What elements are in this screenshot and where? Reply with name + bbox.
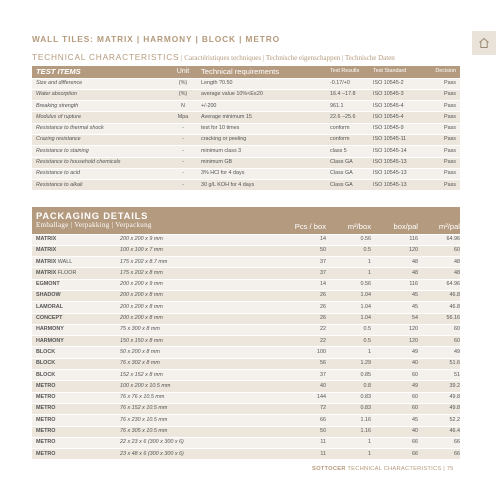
product-name: METRO xyxy=(36,416,56,423)
m2-per-pallet: 66 xyxy=(418,449,460,460)
pcs-per-box: 72 xyxy=(270,403,326,414)
product-name: CONCEPT xyxy=(36,315,63,322)
product-size: 23 x 48 x 6 (300 x 300 x 6) xyxy=(120,449,270,460)
subtitle-separator: | xyxy=(179,54,185,62)
m2-per-box: 1.16 xyxy=(326,426,371,437)
packaging-title: PACKAGING DETAILS xyxy=(36,210,149,222)
product-name: HARMONY xyxy=(36,337,64,344)
m2-per-pallet: 48 xyxy=(418,268,460,279)
header-pcs-box: Pcs / box xyxy=(270,207,326,234)
m2-per-pallet: 51 xyxy=(418,370,460,381)
pcs-per-box: 66 xyxy=(270,415,326,426)
product-size: 175 x 202 x 8 mm xyxy=(120,268,270,279)
pcs-per-box: 37 xyxy=(270,257,326,268)
tech-table-row xyxy=(32,101,460,112)
tech-cell-result: class 5 xyxy=(330,146,373,157)
m2-per-box: 0.5 xyxy=(326,324,371,335)
tech-cell-test-item: Size and difference xyxy=(32,78,165,89)
header-box-pal: box/pal xyxy=(371,207,418,234)
m2-per-box: 0.85 xyxy=(326,370,371,381)
m2-per-box: 0.5 xyxy=(326,245,371,256)
pcs-per-box: 14 xyxy=(270,279,326,290)
m2-per-box: 1 xyxy=(326,257,371,268)
tech-cell-test-item: Resistance to household chemicals xyxy=(32,157,165,168)
product-name: MATRIX xyxy=(36,258,57,265)
tech-cell-requirement: 3% HCl for 4 days xyxy=(201,168,330,179)
box-per-pallet: 45 xyxy=(371,302,418,313)
footer-text: TECHNICAL CHARACTERISTICS | 75 xyxy=(345,466,454,472)
product-name: MATRIX xyxy=(36,247,57,254)
product-name-cell xyxy=(32,426,120,437)
tech-cell-unit: - xyxy=(165,123,201,134)
tech-cell-result: conform xyxy=(330,134,373,145)
product-name: METRO xyxy=(36,382,56,389)
tech-cell-decision: Pass xyxy=(430,78,460,89)
tech-cell-requirement: cracking or peeling xyxy=(201,134,330,145)
m2-per-pallet: 46.8 xyxy=(418,302,460,313)
product-size: 22 x 23 x 6 (300 x 300 x 6) xyxy=(120,437,270,448)
pcs-per-box: 144 xyxy=(270,392,326,403)
product-size: 76 x 305 x 10.5 mm xyxy=(120,426,270,437)
box-per-pallet: 60 xyxy=(371,370,418,381)
pack-table-row xyxy=(32,245,460,256)
m2-per-pallet: 66 xyxy=(418,437,460,448)
product-name-cell xyxy=(32,268,120,279)
header-technical-requirements: Technical requirements xyxy=(201,66,330,78)
product-name: SHADOW xyxy=(36,292,61,299)
pack-table-row xyxy=(32,234,460,245)
pack-table-row xyxy=(32,347,460,358)
tech-cell-unit: - xyxy=(165,180,201,191)
box-per-pallet: 45 xyxy=(371,415,418,426)
pcs-per-box: 40 xyxy=(270,381,326,392)
m2-per-pallet: 46.8 xyxy=(418,290,460,301)
box-per-pallet: 48 xyxy=(371,257,418,268)
tech-table-row xyxy=(32,157,460,168)
product-name-suffix: FLOOR xyxy=(56,269,77,276)
product-name-cell xyxy=(32,324,120,335)
tech-cell-result: conform xyxy=(330,123,373,134)
pcs-per-box: 26 xyxy=(270,290,326,301)
pack-table-row xyxy=(32,415,460,426)
box-per-pallet: 49 xyxy=(371,381,418,392)
tech-cell-standard: ISO 10545-13 xyxy=(373,168,430,179)
tech-cell-standard: ISO 10545-4 xyxy=(373,101,430,112)
page-subtitle xyxy=(32,47,395,65)
pack-table-row xyxy=(32,257,460,268)
header-test-standard: Test Standard xyxy=(373,66,430,78)
product-name-cell xyxy=(32,347,120,358)
packaging-details-table xyxy=(32,207,460,460)
m2-per-pallet: 60 xyxy=(418,245,460,256)
m2-per-pallet: 49.8 xyxy=(418,392,460,403)
box-per-pallet: 40 xyxy=(371,426,418,437)
pcs-per-box: 14 xyxy=(270,234,326,245)
tech-cell-decision: Pass xyxy=(430,180,460,191)
pcs-per-box: 11 xyxy=(270,437,326,448)
page-title: WALL TILES: MATRIX | HARMONY | BLOCK | METRO xyxy=(32,34,280,44)
home-button[interactable] xyxy=(472,31,496,55)
tech-table-row xyxy=(32,134,460,145)
pcs-per-box: 26 xyxy=(270,302,326,313)
tech-header-row xyxy=(32,66,460,78)
pack-table-row xyxy=(32,290,460,301)
box-per-pallet: 60 xyxy=(371,392,418,403)
product-name: METRO xyxy=(36,450,56,457)
tech-cell-result: Class GA xyxy=(330,157,373,168)
pack-table-row xyxy=(32,336,460,347)
tech-cell-requirement: minimum class 3 xyxy=(201,146,330,157)
m2-per-pallet: 60 xyxy=(418,336,460,347)
m2-per-pallet: 60 xyxy=(418,324,460,335)
m2-per-pallet: 48 xyxy=(418,257,460,268)
tech-cell-decision: Pass xyxy=(430,101,460,112)
pack-table-row xyxy=(32,268,460,279)
tech-cell-test-item: Water absorption xyxy=(32,89,165,100)
header-m2-pal: m²/pal xyxy=(418,207,460,234)
m2-per-pallet: 56.16 xyxy=(418,313,460,324)
m2-per-box: 1 xyxy=(326,347,371,358)
product-name-cell xyxy=(32,302,120,313)
m2-per-pallet: 64.96 xyxy=(418,279,460,290)
m2-per-box: 0.8 xyxy=(326,381,371,392)
tech-cell-test-item: Resistance to acid xyxy=(32,168,165,179)
product-size: 200 x 200 x 8 mm xyxy=(120,302,270,313)
pack-table-row xyxy=(32,381,460,392)
pack-table-row xyxy=(32,449,460,460)
product-size: 200 x 200 x 9 mm xyxy=(120,279,270,290)
product-name: BLOCK xyxy=(36,348,56,355)
product-name-cell xyxy=(32,279,120,290)
box-per-pallet: 120 xyxy=(371,336,418,347)
product-size: 152 x 152 x 8 mm xyxy=(120,370,270,381)
m2-per-box: 0.5 xyxy=(326,336,371,347)
box-per-pallet: 49 xyxy=(371,347,418,358)
product-name-cell xyxy=(32,290,120,301)
product-name: METRO xyxy=(36,394,56,401)
tech-cell-result: 16.4 –17.8 xyxy=(330,89,373,100)
pack-table-row xyxy=(32,279,460,290)
pcs-per-box: 37 xyxy=(270,370,326,381)
pcs-per-box: 50 xyxy=(270,426,326,437)
box-per-pallet: 116 xyxy=(371,234,418,245)
subtitle-main: TECHNICAL CHARACTERISTICS xyxy=(32,52,180,62)
pcs-per-box: 56 xyxy=(270,358,326,369)
header-decision: Decision xyxy=(430,66,460,78)
tech-cell-standard: ISO 10545-4 xyxy=(373,112,430,123)
tech-cell-unit: (%) xyxy=(165,78,201,89)
product-name: METRO xyxy=(36,439,56,446)
product-size: 200 x 200 x 8 mm xyxy=(120,313,270,324)
product-size: 76 x 302 x 8 mm xyxy=(120,358,270,369)
pcs-per-box: 22 xyxy=(270,324,326,335)
tech-cell-standard: ISO 10545-13 xyxy=(373,180,430,191)
header-test-results: Test Results xyxy=(330,66,373,78)
product-name-cell xyxy=(32,392,120,403)
pack-table-row xyxy=(32,324,460,335)
m2-per-box: 1.04 xyxy=(326,302,371,313)
tech-cell-result: -0.17/+0 xyxy=(330,78,373,89)
product-size: 76 x 76 x 10.5 mm xyxy=(120,392,270,403)
subtitle-languages: Caractéristiques techniques | Technische eigenschappen | Technische Daten xyxy=(184,54,395,62)
tech-table-row xyxy=(32,78,460,89)
pack-title-cell xyxy=(32,207,270,234)
product-name-cell xyxy=(32,403,120,414)
product-name-cell xyxy=(32,358,120,369)
product-size: 76 x 230 x 10.5 mm xyxy=(120,415,270,426)
tech-cell-requirement: Average minimum 15 xyxy=(201,112,330,123)
tech-cell-decision: Pass xyxy=(430,146,460,157)
m2-per-box: 1 xyxy=(326,449,371,460)
product-size: 75 x 300 x 8 mm xyxy=(120,324,270,335)
product-name: METRO xyxy=(36,405,56,412)
pcs-per-box: 100 xyxy=(270,347,326,358)
pack-table-row xyxy=(32,358,460,369)
m2-per-box: 0.83 xyxy=(326,392,371,403)
pcs-per-box: 50 xyxy=(270,245,326,256)
tech-cell-standard: ISO 10545-2 xyxy=(373,78,430,89)
m2-per-box: 1 xyxy=(326,268,371,279)
m2-per-pallet: 51.6 xyxy=(418,358,460,369)
header-unit: Unit xyxy=(165,66,201,78)
box-per-pallet: 48 xyxy=(371,268,418,279)
tech-table-row xyxy=(32,89,460,100)
tech-table-row xyxy=(32,146,460,157)
m2-per-pallet: 49 xyxy=(418,347,460,358)
product-name-cell xyxy=(32,257,120,268)
product-size: 175 x 202 x 8.7 mm xyxy=(120,257,270,268)
box-per-pallet: 45 xyxy=(371,290,418,301)
m2-per-box: 0.83 xyxy=(326,403,371,414)
pcs-per-box: 22 xyxy=(270,336,326,347)
tech-cell-result: 961.1 xyxy=(330,101,373,112)
technical-characteristics-table xyxy=(32,66,460,191)
m2-per-pallet: 52.2 xyxy=(418,415,460,426)
product-name: BLOCK xyxy=(36,360,56,367)
tech-cell-standard: ISO 10545-11 xyxy=(373,134,430,145)
tech-cell-requirement: +/-200 xyxy=(201,101,330,112)
tech-cell-unit: - xyxy=(165,146,201,157)
product-name-cell xyxy=(32,313,120,324)
product-name: METRO xyxy=(36,427,56,434)
product-name-cell xyxy=(32,381,120,392)
product-size: 76 x 152 x 10.5 mm xyxy=(120,403,270,414)
tech-cell-result: Class GA xyxy=(330,180,373,191)
product-name-cell xyxy=(32,336,120,347)
product-size: 100 x 100 x 7 mm xyxy=(120,245,270,256)
pcs-per-box: 11 xyxy=(270,449,326,460)
tech-cell-requirement: average value 10%<E≤20 xyxy=(201,89,330,100)
pcs-per-box: 37 xyxy=(270,268,326,279)
pack-table-row xyxy=(32,302,460,313)
tech-cell-test-item: Modulus of rupture xyxy=(32,112,165,123)
tech-table-row xyxy=(32,180,460,191)
tech-cell-test-item: Breaking strength xyxy=(32,101,165,112)
tech-cell-test-item: Resistance to alkali xyxy=(32,180,165,191)
product-name: MATRIX xyxy=(36,269,57,276)
product-name: HARMONY xyxy=(36,326,64,333)
product-name-cell xyxy=(32,370,120,381)
tech-cell-standard: ISO 10545-14 xyxy=(373,146,430,157)
pack-header-row xyxy=(32,207,460,234)
box-per-pallet: 40 xyxy=(371,358,418,369)
pack-table-row xyxy=(32,313,460,324)
m2-per-pallet: 39.2 xyxy=(418,381,460,392)
product-name: LAMORAL xyxy=(36,303,63,310)
m2-per-box: 1.16 xyxy=(326,415,371,426)
tech-cell-unit: - xyxy=(165,168,201,179)
tech-cell-standard: ISO 10545-3 xyxy=(373,89,430,100)
box-per-pallet: 116 xyxy=(371,279,418,290)
tech-cell-requirement: Length ?0.50 xyxy=(201,78,330,89)
product-name: MATRIX xyxy=(36,235,57,242)
tech-cell-decision: Pass xyxy=(430,168,460,179)
product-name-cell xyxy=(32,449,120,460)
m2-per-box: 1.04 xyxy=(326,290,371,301)
product-name-cell xyxy=(32,437,120,448)
box-per-pallet: 120 xyxy=(371,245,418,256)
product-name-suffix: WALL xyxy=(56,258,73,265)
product-name-cell xyxy=(32,245,120,256)
m2-per-box: 1.04 xyxy=(326,313,371,324)
m2-per-box: 0.56 xyxy=(326,234,371,245)
tech-cell-standard: ISO 10545-13 xyxy=(373,157,430,168)
tech-cell-unit: - xyxy=(165,134,201,145)
tech-cell-result: Class GA xyxy=(330,168,373,179)
header-test-items: TEST ITEMS xyxy=(32,66,165,78)
product-name-cell xyxy=(32,234,120,245)
tech-cell-result: 22.6 –25.6 xyxy=(330,112,373,123)
product-size: 150 x 150 x 8 mm xyxy=(120,336,270,347)
m2-per-pallet: 49.8 xyxy=(418,403,460,414)
m2-per-pallet: 64.96 xyxy=(418,234,460,245)
product-size: 50 x 200 x 8 mm xyxy=(120,347,270,358)
tech-cell-requirement: 30 g/L KOH for 4 days xyxy=(201,180,330,191)
pack-table-row xyxy=(32,370,460,381)
tech-table-row xyxy=(32,168,460,179)
product-size: 200 x 200 x 9 mm xyxy=(120,234,270,245)
box-per-pallet: 66 xyxy=(371,437,418,448)
tech-cell-unit: (%) xyxy=(165,89,201,100)
m2-per-box: 1 xyxy=(326,437,371,448)
pack-table-row xyxy=(32,392,460,403)
page-footer xyxy=(312,466,454,472)
tech-cell-standard: ISO 10545-9 xyxy=(373,123,430,134)
box-per-pallet: 60 xyxy=(371,403,418,414)
pack-table-row xyxy=(32,437,460,448)
tech-table-row xyxy=(32,112,460,123)
box-per-pallet: 66 xyxy=(371,449,418,460)
tech-cell-decision: Pass xyxy=(430,112,460,123)
tech-cell-test-item: Resistance to staining xyxy=(32,146,165,157)
m2-per-pallet: 46.4 xyxy=(418,426,460,437)
pcs-per-box: 26 xyxy=(270,313,326,324)
tech-cell-test-item: Resistance to thermal shock xyxy=(32,123,165,134)
tech-cell-decision: Pass xyxy=(430,89,460,100)
tech-cell-requirement: minimum GB xyxy=(201,157,330,168)
m2-per-box: 0.56 xyxy=(326,279,371,290)
tech-cell-decision: Pass xyxy=(430,134,460,145)
header-m2-box: m²/box xyxy=(326,207,371,234)
product-name: EGMONT xyxy=(36,281,60,288)
pack-table-row xyxy=(32,403,460,414)
tech-cell-unit: - xyxy=(165,157,201,168)
product-size: 200 x 200 x 8 mm xyxy=(120,290,270,301)
tech-cell-decision: Pass xyxy=(430,123,460,134)
m2-per-box: 1.29 xyxy=(326,358,371,369)
pack-table-row xyxy=(32,426,460,437)
box-per-pallet: 54 xyxy=(371,313,418,324)
tech-cell-decision: Pass xyxy=(430,157,460,168)
home-icon xyxy=(478,37,490,49)
product-name-cell xyxy=(32,415,120,426)
tech-cell-unit: N xyxy=(165,101,201,112)
box-per-pallet: 120 xyxy=(371,324,418,335)
product-size: 100 x 200 x 10.5 mm xyxy=(120,381,270,392)
tech-cell-test-item: Crazing resistance xyxy=(32,134,165,145)
tech-cell-requirement: test for 10 times xyxy=(201,123,330,134)
footer-brand: SOTTOCER xyxy=(312,466,346,472)
tech-cell-unit: Mpa xyxy=(165,112,201,123)
tech-table-row xyxy=(32,123,460,134)
product-name: BLOCK xyxy=(36,371,56,378)
packaging-subtitle: Emballage | Verpakking | Verpackung xyxy=(36,221,152,230)
